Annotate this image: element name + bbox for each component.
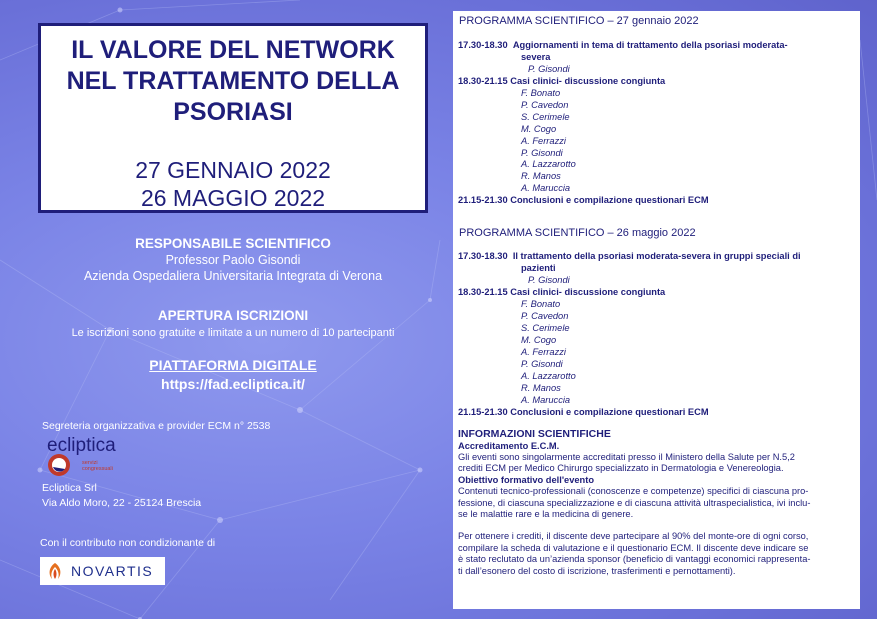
novartis-flame-icon	[44, 561, 66, 581]
program2-session1	[458, 251, 855, 263]
p2-speaker: M. Cogo	[521, 334, 557, 345]
program1-session3	[458, 195, 855, 207]
p1-speaker: R. Manos	[521, 171, 561, 182]
apertura-section	[38, 308, 428, 339]
program2-heading: PROGRAMMA SCIENTIFICO – 26 maggio 2022	[459, 227, 696, 240]
p1-speaker: S. Cerimele	[521, 111, 570, 122]
p1-speaker: F. Bonato	[521, 87, 561, 98]
program1-session1	[458, 40, 855, 52]
obiettivo-line: Contenuti tecnico-professionali (conoscenze e competenze) specifici di ciascuna pro-	[458, 486, 809, 497]
accr-line: Gli eventi sono singolarmente accreditati presso il Ministero della Salute per N.5,2	[458, 451, 795, 462]
ecliptica-logo	[45, 435, 140, 485]
p2-speaker: P. Gisondi	[521, 358, 563, 369]
event-title	[41, 35, 425, 128]
responsabile-name: Professor Paolo Gisondi	[165, 253, 301, 267]
apertura-heading: APERTURA ISCRIZIONI	[157, 308, 309, 323]
program2-session2	[458, 287, 855, 299]
p1-s1-time: 17.30-18.30	[458, 39, 508, 50]
title-line-2: NEL TRATTAMENTO DELLA	[66, 67, 400, 95]
title-box	[38, 23, 428, 213]
p1-speaker: A. Ferrazzi	[521, 135, 566, 146]
obiettivo-heading: Obiettivo formativo dell'evento	[458, 474, 595, 485]
responsabile-heading: RESPONSABILE SCIENTIFICO	[135, 236, 331, 251]
p2-s1-time: 17.30-18.30	[458, 251, 508, 262]
p1-s2-title: Casi clinici- discussione congiunta	[510, 75, 666, 86]
program-panel	[453, 11, 860, 609]
p1-s1-speaker: P. Gisondi	[528, 63, 570, 74]
p2-s1-title-b: pazienti	[521, 263, 556, 274]
apertura-text: Le iscrizioni sono gratuite e limitate a un numero di 10 partecipanti	[71, 327, 395, 339]
obiettivo-line: se le malattie rare e la medicina di genere.	[458, 508, 634, 519]
segreteria-text: Segreteria organizzativa e provider ECM n° 2538	[42, 420, 271, 432]
obiettivo-line: fessione, di ciascuna specializzazione e di ciascuna attività ultraspecialistica, ivi inclu-	[458, 497, 811, 508]
info-heading: INFORMAZIONI SCIENTIFICHE	[458, 427, 611, 440]
p2-speaker: A. Lazzarotto	[521, 370, 576, 381]
p1-s1-title-b: severa	[521, 51, 551, 62]
responsabile-org: Azienda Ospedaliera Universitaria Integrata di Verona	[83, 269, 383, 283]
responsabile-section	[38, 236, 428, 283]
contributo-text: Con il contributo non condizionante di	[40, 537, 216, 549]
novartis-logo	[40, 557, 165, 585]
title-line-3: PSORIASI	[173, 98, 293, 126]
piattaforma-heading: PIATTAFORMA DIGITALE	[149, 357, 317, 373]
ecliptica-logo-text: ecliptica	[47, 435, 116, 456]
accr-heading: Accreditamento E.C.M.	[458, 440, 560, 451]
company-name: Ecliptica Srl	[42, 482, 97, 494]
program2-session3	[458, 407, 855, 419]
p2-speaker: S. Cerimele	[521, 322, 570, 333]
crediti-line: compilare la scheda di valutazione e il questionario ECM. Il discente deve indicare se	[458, 542, 809, 553]
p2-speaker: P. Cavedon	[521, 311, 569, 322]
p2-speaker: A. Maruccia	[521, 394, 571, 405]
title-line-1: IL VALORE DEL NETWORK	[71, 36, 395, 64]
date-2: 26 MAGGIO 2022	[140, 185, 326, 211]
p2-speaker: R. Manos	[521, 382, 561, 393]
p1-s1-title-a: Aggiornamenti in tema di trattamento della psoriasi moderata-	[512, 39, 788, 50]
piattaforma-section	[38, 357, 428, 392]
p2-speaker: A. Ferrazzi	[521, 346, 566, 357]
piattaforma-link[interactable]: https://fad.ecliptica.it/	[161, 376, 305, 392]
p1-speaker: P. Gisondi	[521, 147, 563, 158]
p1-speaker: A. Lazzarotto	[521, 159, 576, 170]
p1-speaker: M. Cogo	[521, 123, 557, 134]
program1-heading: PROGRAMMA SCIENTIFICO – 27 gennaio 2022	[459, 15, 699, 27]
p2-s3-title: Conclusioni e compilazione questionari ECM	[510, 406, 709, 417]
crediti-line: è stato reclutato da un’azienda sponsor (beneficio di vantaggi economici rappresenta-	[458, 554, 811, 565]
p1-s3-title: Conclusioni e compilazione questionari ECM	[510, 195, 709, 206]
p1-speaker: A. Maruccia	[521, 183, 571, 194]
p2-speaker: F. Bonato	[521, 299, 561, 310]
ecliptica-logo-sub: servizi congressuali	[82, 460, 113, 472]
p1-s3-time: 21.15-21.30	[458, 195, 508, 206]
event-dates	[41, 156, 425, 212]
p2-s3-time: 21.15-21.30	[458, 406, 508, 417]
crediti-line: ti dall’esonero del costo di iscrizione, trasferimenti e pernottamenti).	[458, 565, 736, 576]
p1-s2-time: 18.30-21.15	[458, 75, 508, 86]
p2-s2-time: 18.30-21.15	[458, 287, 508, 298]
company-address: Via Aldo Moro, 22 - 25124 Brescia	[42, 497, 202, 509]
program1-session2	[458, 76, 855, 88]
p2-s2-title: Casi clinici- discussione congiunta	[510, 287, 666, 298]
p1-speaker: P. Cavedon	[521, 99, 569, 110]
accr-line: crediti ECM per Medico Chirurgo specializzato in Dermatologia e Venereologia.	[458, 463, 784, 474]
crediti-line: Per ottenere i crediti, il discente deve partecipare al 90% del monte-ore di ogni corso,	[458, 531, 809, 542]
company-info	[42, 481, 201, 511]
date-1: 27 GENNAIO 2022	[135, 157, 331, 183]
p2-s1-speaker: P. Gisondi	[528, 275, 570, 286]
novartis-logo-text: NOVARTIS	[71, 563, 154, 579]
p2-s1-title-a: Il trattamento della psoriasi moderata-severa in gruppi speciali di	[512, 251, 801, 262]
